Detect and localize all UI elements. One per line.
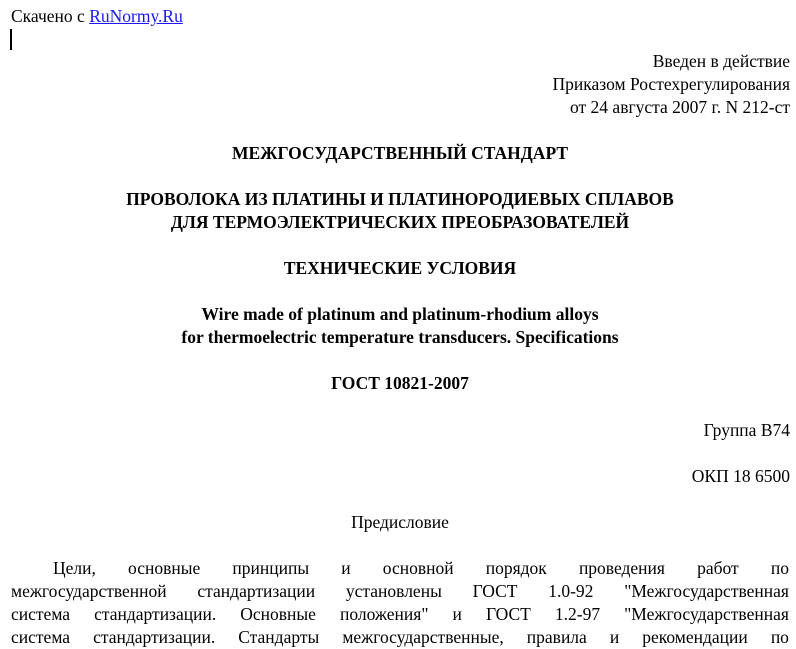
preface-word: Стандарты xyxy=(238,627,320,647)
runormy-link[interactable]: RuNormy.Ru xyxy=(89,6,183,26)
preface-heading: Предисловие xyxy=(351,512,449,532)
standard-code: ГОСТ 10821-2007 xyxy=(331,373,469,393)
preface-word: по xyxy=(770,558,789,578)
introduction-line-1: Введен в действие xyxy=(652,51,790,71)
preface-word: стандартизации xyxy=(197,581,316,601)
preface-word: межгосударственной xyxy=(11,581,167,601)
standard-title-line-1: ПРОВОЛОКА ИЗ ПЛАТИНЫ И ПЛАТИНОРОДИЕВЫХ СПЛАВОВ xyxy=(126,189,674,209)
preface-word: стандартизации. xyxy=(94,604,217,624)
preface-word: правила xyxy=(526,627,587,647)
standard-subtitle: ТЕХНИЧЕСКИЕ УСЛОВИЯ xyxy=(283,258,517,278)
english-title-line-1: Wire made of platinum and platinum-rhodium alloys xyxy=(201,304,599,324)
preface-line xyxy=(11,580,789,603)
preface-word: стандартизации. xyxy=(93,627,216,647)
preface-word: проведения xyxy=(578,558,665,578)
preface-word: рекомендации xyxy=(642,627,748,647)
preface-word: основные xyxy=(128,558,201,578)
preface-word: порядок xyxy=(485,558,547,578)
preface-word: по xyxy=(770,627,789,647)
preface-word: система xyxy=(11,604,71,624)
introduction-line-3: от 24 августа 2007 г. N 212-ст xyxy=(570,97,790,117)
preface-line xyxy=(11,557,789,580)
classification-group: Группа В74 xyxy=(703,420,790,440)
preface-word: "Межгосударственная xyxy=(624,581,789,601)
preface-word: Основные xyxy=(240,604,316,624)
preface-word: Цели, xyxy=(53,558,96,578)
okp-code: ОКП 18 6500 xyxy=(691,466,790,486)
preface-word: 1.2-97 xyxy=(554,604,601,624)
preface-word: межгосударственные, xyxy=(342,627,504,647)
preface-word: основной xyxy=(382,558,454,578)
standard-kind-heading: МЕЖГОСУДАРСТВЕННЫЙ СТАНДАРТ xyxy=(231,143,569,163)
preface-word: положения" xyxy=(340,604,429,624)
preface-word: система xyxy=(11,627,71,647)
preface-word: "Межгосударственная xyxy=(624,604,789,624)
preface-line xyxy=(11,603,789,626)
preface-word: и xyxy=(609,627,620,647)
preface-word: ГОСТ xyxy=(485,604,531,624)
preface-word: принципы xyxy=(232,558,310,578)
introduction-block xyxy=(553,50,790,119)
text-cursor xyxy=(10,29,12,50)
preface-word: установлены xyxy=(345,581,442,601)
preface-word: 1.0-92 xyxy=(548,581,594,601)
preface-word: работ xyxy=(697,558,739,578)
preface-paragraph xyxy=(11,557,789,649)
source-line xyxy=(11,5,183,28)
standard-title-line-2: ДЛЯ ТЕРМОЭЛЕКТРИЧЕСКИХ ПРЕОБРАЗОВАТЕЛЕЙ xyxy=(170,212,630,232)
preface-word: ГОСТ xyxy=(472,581,518,601)
introduction-line-2: Приказом Ростехрегулирования xyxy=(552,74,790,94)
english-title-line-2: for thermoelectric temperature transducers. Specifications xyxy=(181,327,619,347)
preface-word: и xyxy=(452,604,462,624)
downloaded-from-label: Скачено с xyxy=(11,6,85,26)
preface-word: и xyxy=(341,558,351,578)
